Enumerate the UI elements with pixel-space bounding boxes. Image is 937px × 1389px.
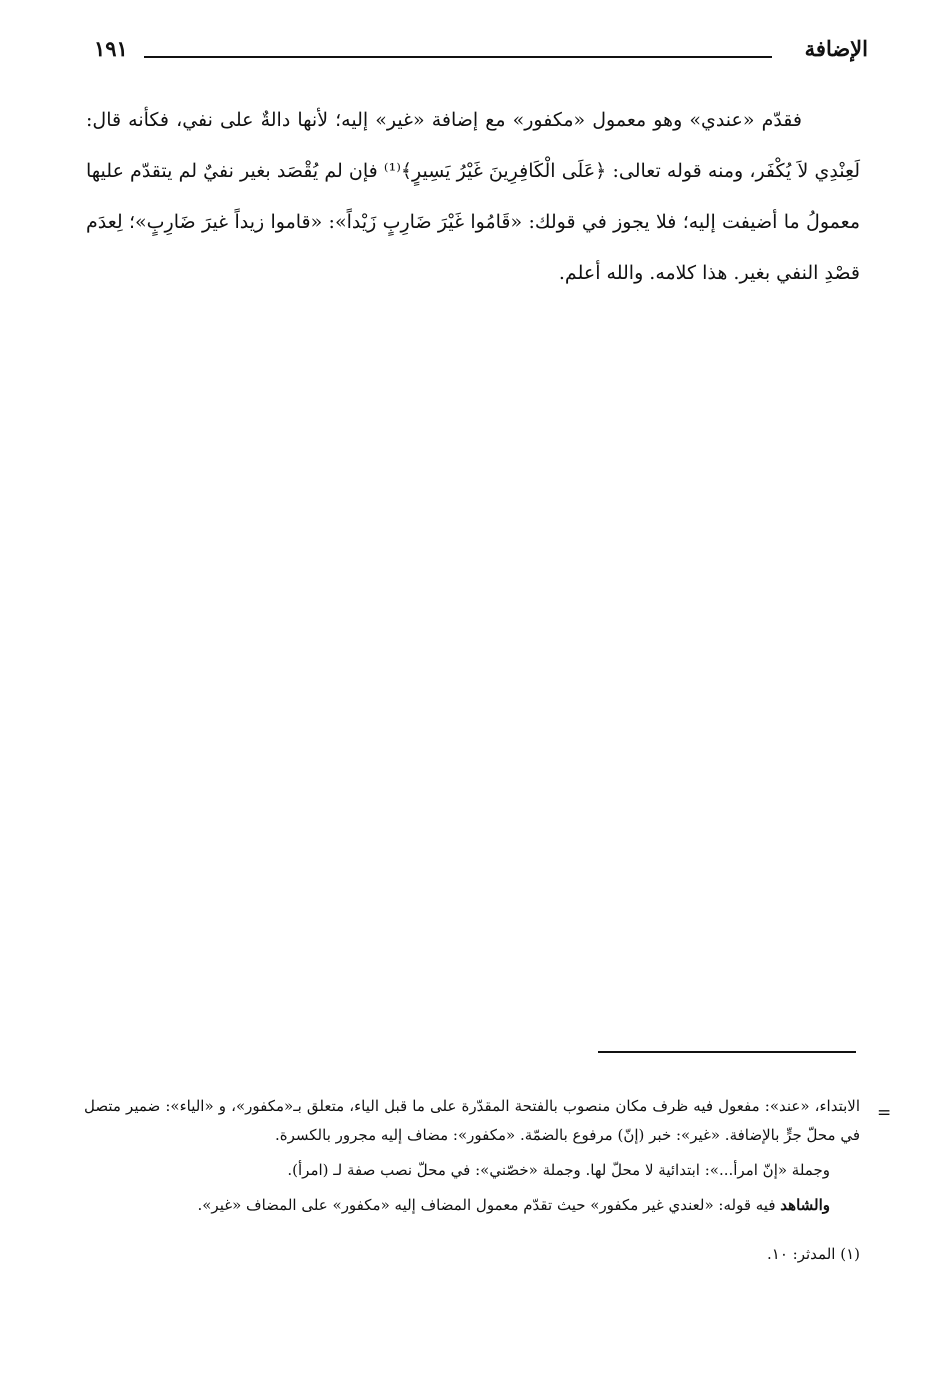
main-text [86,95,860,299]
footnote-sentence-analysis: وجملة «إنّ امرأ...»: ابتدائية لا محلّ لها. وجملة «خصّني»: في محلّ نصب صفة لـ (امرأ). [287,1161,830,1179]
chapter-title: الإضافة [804,36,868,61]
footnote-evidence [84,1191,860,1220]
header-rule [144,56,772,58]
footnotes [84,1092,860,1269]
footnote-continuation-mark: = [877,1103,892,1123]
page-header [94,36,868,70]
footnote-1: (١) المدثر: ١٠. [766,1245,860,1263]
body-paragraph: فقدّم «عندي» وهو معمول «مكفور» مع إضافة «غير» إليه؛ لأنها دالةٌ على نفي، فكأنه قال: لَعِنْدِي لاَ يُكْفَر، ومنه قوله تعالى: ﴿عَلَى الْكَافِرِينَ غَيْرُ يَسِيرٍ﴾⁽¹⁾ فإن لم يُقْصَد بغير نفيٌ لم يتقدّم عليها معمولُ ما أضيفت إليه؛ فلا يجوز في قولك: «قَامُوا غَيْرَ ضَارِبٍ زَيْداً»: «قاموا زيداً غيرَ ضَارِبٍ»؛ لِعدَم قصْدِ النفي بغير. هذا كلامه. والله أعلم. [86,109,860,284]
footnote-separator [598,1051,856,1053]
page-number: ١٩١ [94,36,128,61]
evidence-text: فيه قوله: «لعندي غير مكفور» حيث تقدّم معمول المضاف إليه «مكفور» على المضاف «غير». [197,1196,781,1214]
footnote-continued-text: الابتداء، «عند»: مفعول فيه ظرف مكان منصوب بالفتحة المقدّرة على ما قبل الياء، متعلق بـ«مكفور»، و «الياء»: ضمير متصل في محلّ جرٍّ بالإضافة. «غير»: خبر (إنّ) مرفوع بالضمّة. «مكفور»: مضاف إليه مجرور بالكسرة. [84,1097,860,1144]
evidence-lead-word: والشاهد [780,1196,830,1214]
